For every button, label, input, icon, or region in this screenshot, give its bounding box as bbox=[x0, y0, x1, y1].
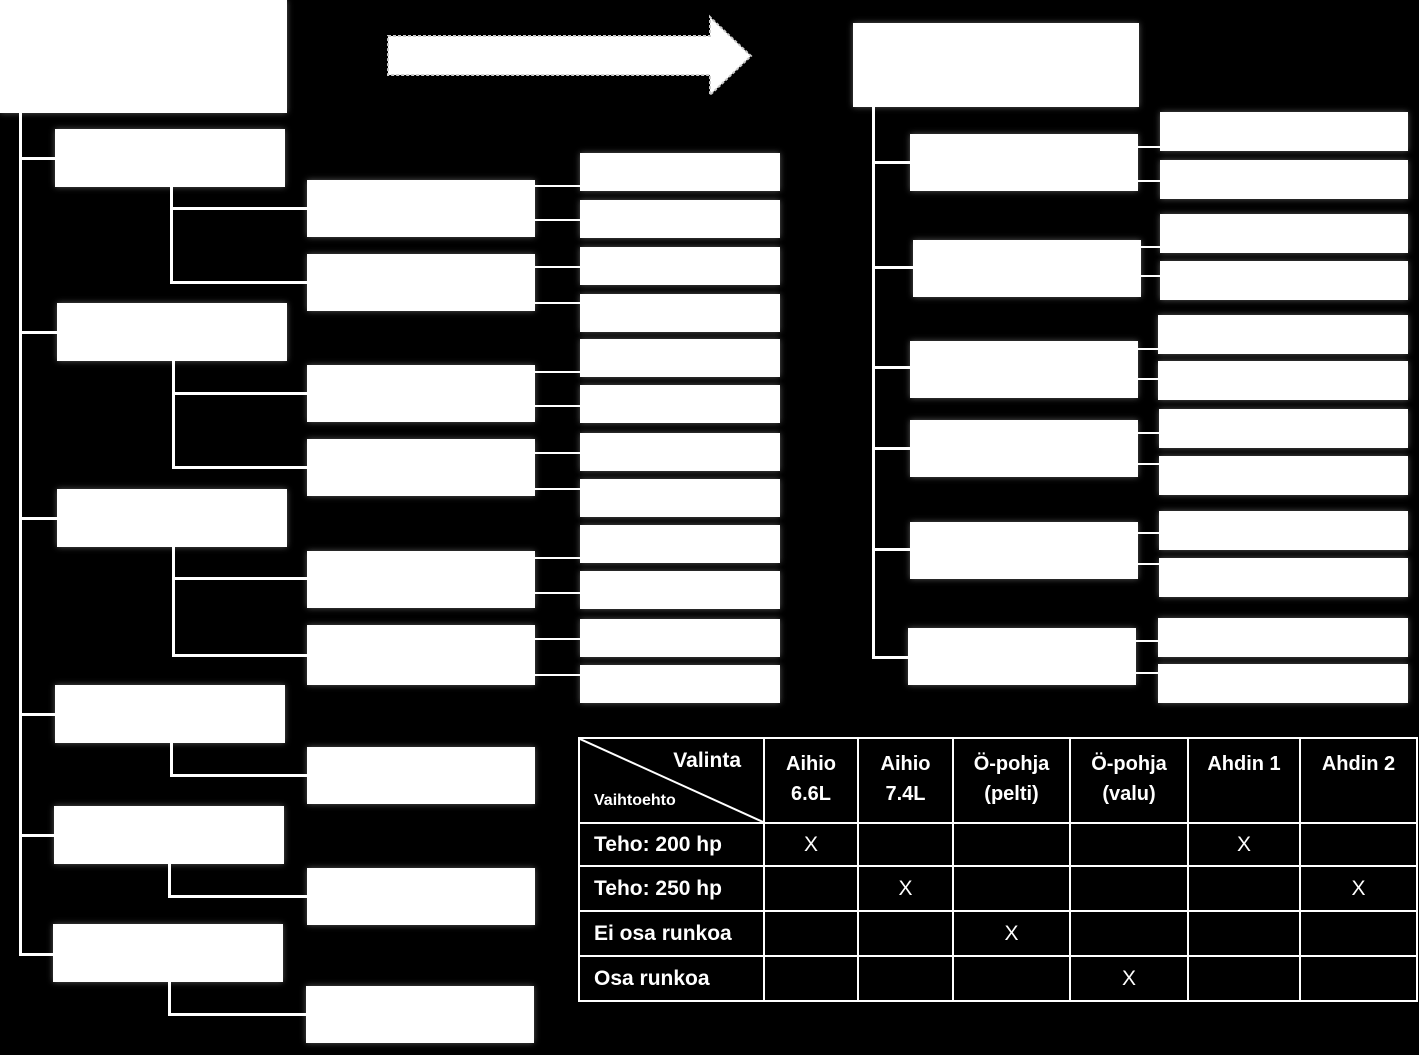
right-level2-box bbox=[1159, 558, 1408, 597]
connector-line bbox=[1138, 532, 1159, 534]
table-cell bbox=[1300, 823, 1417, 866]
right-level2-box bbox=[1160, 112, 1408, 151]
connector-line bbox=[535, 557, 580, 559]
left-level2-box bbox=[307, 551, 535, 608]
connector-line bbox=[172, 361, 175, 468]
left-level3-box bbox=[580, 294, 780, 332]
left-level3-box bbox=[580, 153, 780, 191]
right-level1-box bbox=[910, 341, 1138, 398]
table-cell: X bbox=[1300, 866, 1417, 911]
table-cell bbox=[764, 911, 858, 956]
table-cell bbox=[1188, 911, 1300, 956]
table-cell: X bbox=[953, 911, 1070, 956]
column-header: Aihio 7.4L bbox=[858, 738, 953, 823]
table-cell bbox=[1070, 866, 1188, 911]
table-cell bbox=[858, 956, 953, 1001]
row-label: Teho: 200 hp bbox=[579, 823, 764, 866]
row-label: Osa runkoa bbox=[579, 956, 764, 1001]
connector-line bbox=[1138, 563, 1159, 565]
corner-top-label: Valinta bbox=[673, 749, 741, 772]
connector-line bbox=[872, 548, 910, 551]
table-header-row bbox=[579, 738, 1417, 823]
right-level1-box bbox=[910, 134, 1138, 191]
connector-line bbox=[168, 1013, 306, 1016]
connector-line bbox=[872, 161, 910, 164]
connector-line bbox=[170, 743, 173, 777]
table-cell bbox=[764, 956, 858, 1001]
connector-line bbox=[872, 656, 908, 659]
right-level2-box bbox=[1158, 361, 1408, 400]
connector-line bbox=[535, 266, 580, 268]
connector-line bbox=[535, 405, 580, 407]
connector-line bbox=[172, 547, 175, 657]
connector-line bbox=[1138, 432, 1159, 434]
table-cell bbox=[1188, 866, 1300, 911]
table-cell bbox=[1300, 956, 1417, 1001]
left-level3-box bbox=[580, 479, 780, 517]
left-level1-box bbox=[57, 303, 287, 361]
table-cell bbox=[953, 823, 1070, 866]
left-level3-box bbox=[580, 339, 780, 377]
connector-line bbox=[1138, 463, 1159, 465]
connector-line bbox=[535, 219, 580, 221]
left-level3-box bbox=[580, 433, 780, 471]
left-level2-box bbox=[306, 986, 534, 1043]
corner-bottom-label: Vaihtoehto bbox=[594, 792, 676, 809]
left-level1-box bbox=[55, 685, 285, 743]
connector-line bbox=[1138, 146, 1160, 148]
connector-line bbox=[535, 371, 580, 373]
connector-line bbox=[19, 157, 55, 160]
left-level2-box bbox=[307, 439, 535, 496]
table-cell bbox=[1070, 911, 1188, 956]
table-cell bbox=[953, 956, 1070, 1001]
connector-line bbox=[172, 577, 307, 580]
left-level2-box bbox=[307, 365, 535, 422]
table-corner-cell bbox=[579, 738, 764, 823]
right-level2-box bbox=[1160, 261, 1408, 300]
connector-line bbox=[19, 953, 53, 956]
connector-line bbox=[170, 207, 307, 210]
right-tree-root bbox=[853, 23, 1139, 107]
left-level2-box bbox=[307, 747, 535, 804]
connector-line bbox=[172, 654, 307, 657]
column-header: Aihio 6.6L bbox=[764, 738, 858, 823]
connector-line bbox=[170, 187, 173, 283]
right-arrow-icon bbox=[385, 14, 755, 99]
right-level2-box bbox=[1158, 664, 1408, 703]
left-level1-box bbox=[53, 924, 283, 982]
connector-line bbox=[170, 281, 307, 284]
left-level3-box bbox=[580, 247, 780, 285]
connector-line bbox=[535, 674, 580, 676]
connector-line bbox=[535, 638, 580, 640]
connector-line bbox=[19, 517, 57, 520]
right-level2-box bbox=[1158, 315, 1408, 354]
left-level3-box bbox=[580, 200, 780, 238]
connector-line bbox=[535, 592, 580, 594]
connector-line bbox=[1138, 348, 1158, 350]
table-cell bbox=[858, 823, 953, 866]
left-tree-trunk bbox=[19, 113, 22, 956]
row-label: Ei osa runkoa bbox=[579, 911, 764, 956]
right-level2-box bbox=[1158, 618, 1408, 657]
right-level2-box bbox=[1160, 160, 1408, 199]
connector-line bbox=[535, 488, 580, 490]
left-level3-box bbox=[580, 525, 780, 563]
right-level1-box bbox=[910, 420, 1138, 477]
left-level2-box bbox=[307, 625, 535, 685]
right-level2-box bbox=[1160, 214, 1408, 253]
right-level1-box bbox=[908, 628, 1136, 685]
table-row bbox=[579, 911, 1417, 956]
table-row bbox=[579, 956, 1417, 1001]
table-row bbox=[579, 866, 1417, 911]
connector-line bbox=[872, 447, 910, 450]
connector-line bbox=[168, 982, 171, 1016]
left-level2-box bbox=[307, 868, 535, 925]
right-level1-box bbox=[913, 240, 1141, 297]
right-level1-box bbox=[910, 522, 1138, 579]
connector-line bbox=[1136, 672, 1158, 674]
connector-line bbox=[1141, 246, 1160, 248]
table-cell: X bbox=[1188, 823, 1300, 866]
table-cell bbox=[1188, 956, 1300, 1001]
connector-line bbox=[1141, 275, 1160, 277]
connector-line bbox=[1136, 640, 1158, 642]
left-tree-root bbox=[0, 0, 287, 113]
connector-line bbox=[535, 452, 580, 454]
connector-line bbox=[19, 713, 55, 716]
left-level3-box bbox=[580, 385, 780, 423]
left-level1-box bbox=[57, 489, 287, 547]
right-level2-box bbox=[1159, 456, 1408, 495]
row-label: Teho: 250 hp bbox=[579, 866, 764, 911]
table-cell bbox=[764, 866, 858, 911]
connector-line bbox=[872, 266, 913, 269]
left-level2-box bbox=[307, 254, 535, 311]
table-row bbox=[579, 823, 1417, 866]
connector-line bbox=[19, 834, 54, 837]
connector-line bbox=[172, 466, 307, 469]
left-level2-box bbox=[307, 180, 535, 237]
right-level2-box bbox=[1159, 409, 1408, 448]
left-level3-box bbox=[580, 619, 780, 657]
column-header: Ahdin 2 bbox=[1300, 738, 1417, 823]
options-table bbox=[578, 737, 1418, 1002]
left-level1-box bbox=[55, 129, 285, 187]
left-level3-box bbox=[580, 571, 780, 609]
table-cell bbox=[858, 911, 953, 956]
table-cell: X bbox=[1070, 956, 1188, 1001]
table-cell bbox=[953, 866, 1070, 911]
table-cell: X bbox=[764, 823, 858, 866]
connector-line bbox=[535, 302, 580, 304]
connector-line bbox=[535, 185, 580, 187]
connector-line bbox=[168, 895, 307, 898]
connector-line bbox=[172, 392, 307, 395]
connector-line bbox=[19, 331, 57, 334]
table-cell: X bbox=[858, 866, 953, 911]
connector-line bbox=[170, 774, 307, 777]
connector-line bbox=[872, 366, 910, 369]
column-header: Ö-pohja (valu) bbox=[1070, 738, 1188, 823]
left-level3-box bbox=[580, 665, 780, 703]
table-cell bbox=[1300, 911, 1417, 956]
column-header: Ahdin 1 bbox=[1188, 738, 1300, 823]
right-tree-trunk bbox=[872, 107, 875, 659]
connector-line bbox=[1138, 378, 1158, 380]
connector-line bbox=[168, 864, 171, 898]
left-level1-box bbox=[54, 806, 284, 864]
connector-line bbox=[1138, 180, 1160, 182]
right-level2-box bbox=[1159, 511, 1408, 550]
column-header: Ö-pohja (pelti) bbox=[953, 738, 1070, 823]
table-cell bbox=[1070, 823, 1188, 866]
